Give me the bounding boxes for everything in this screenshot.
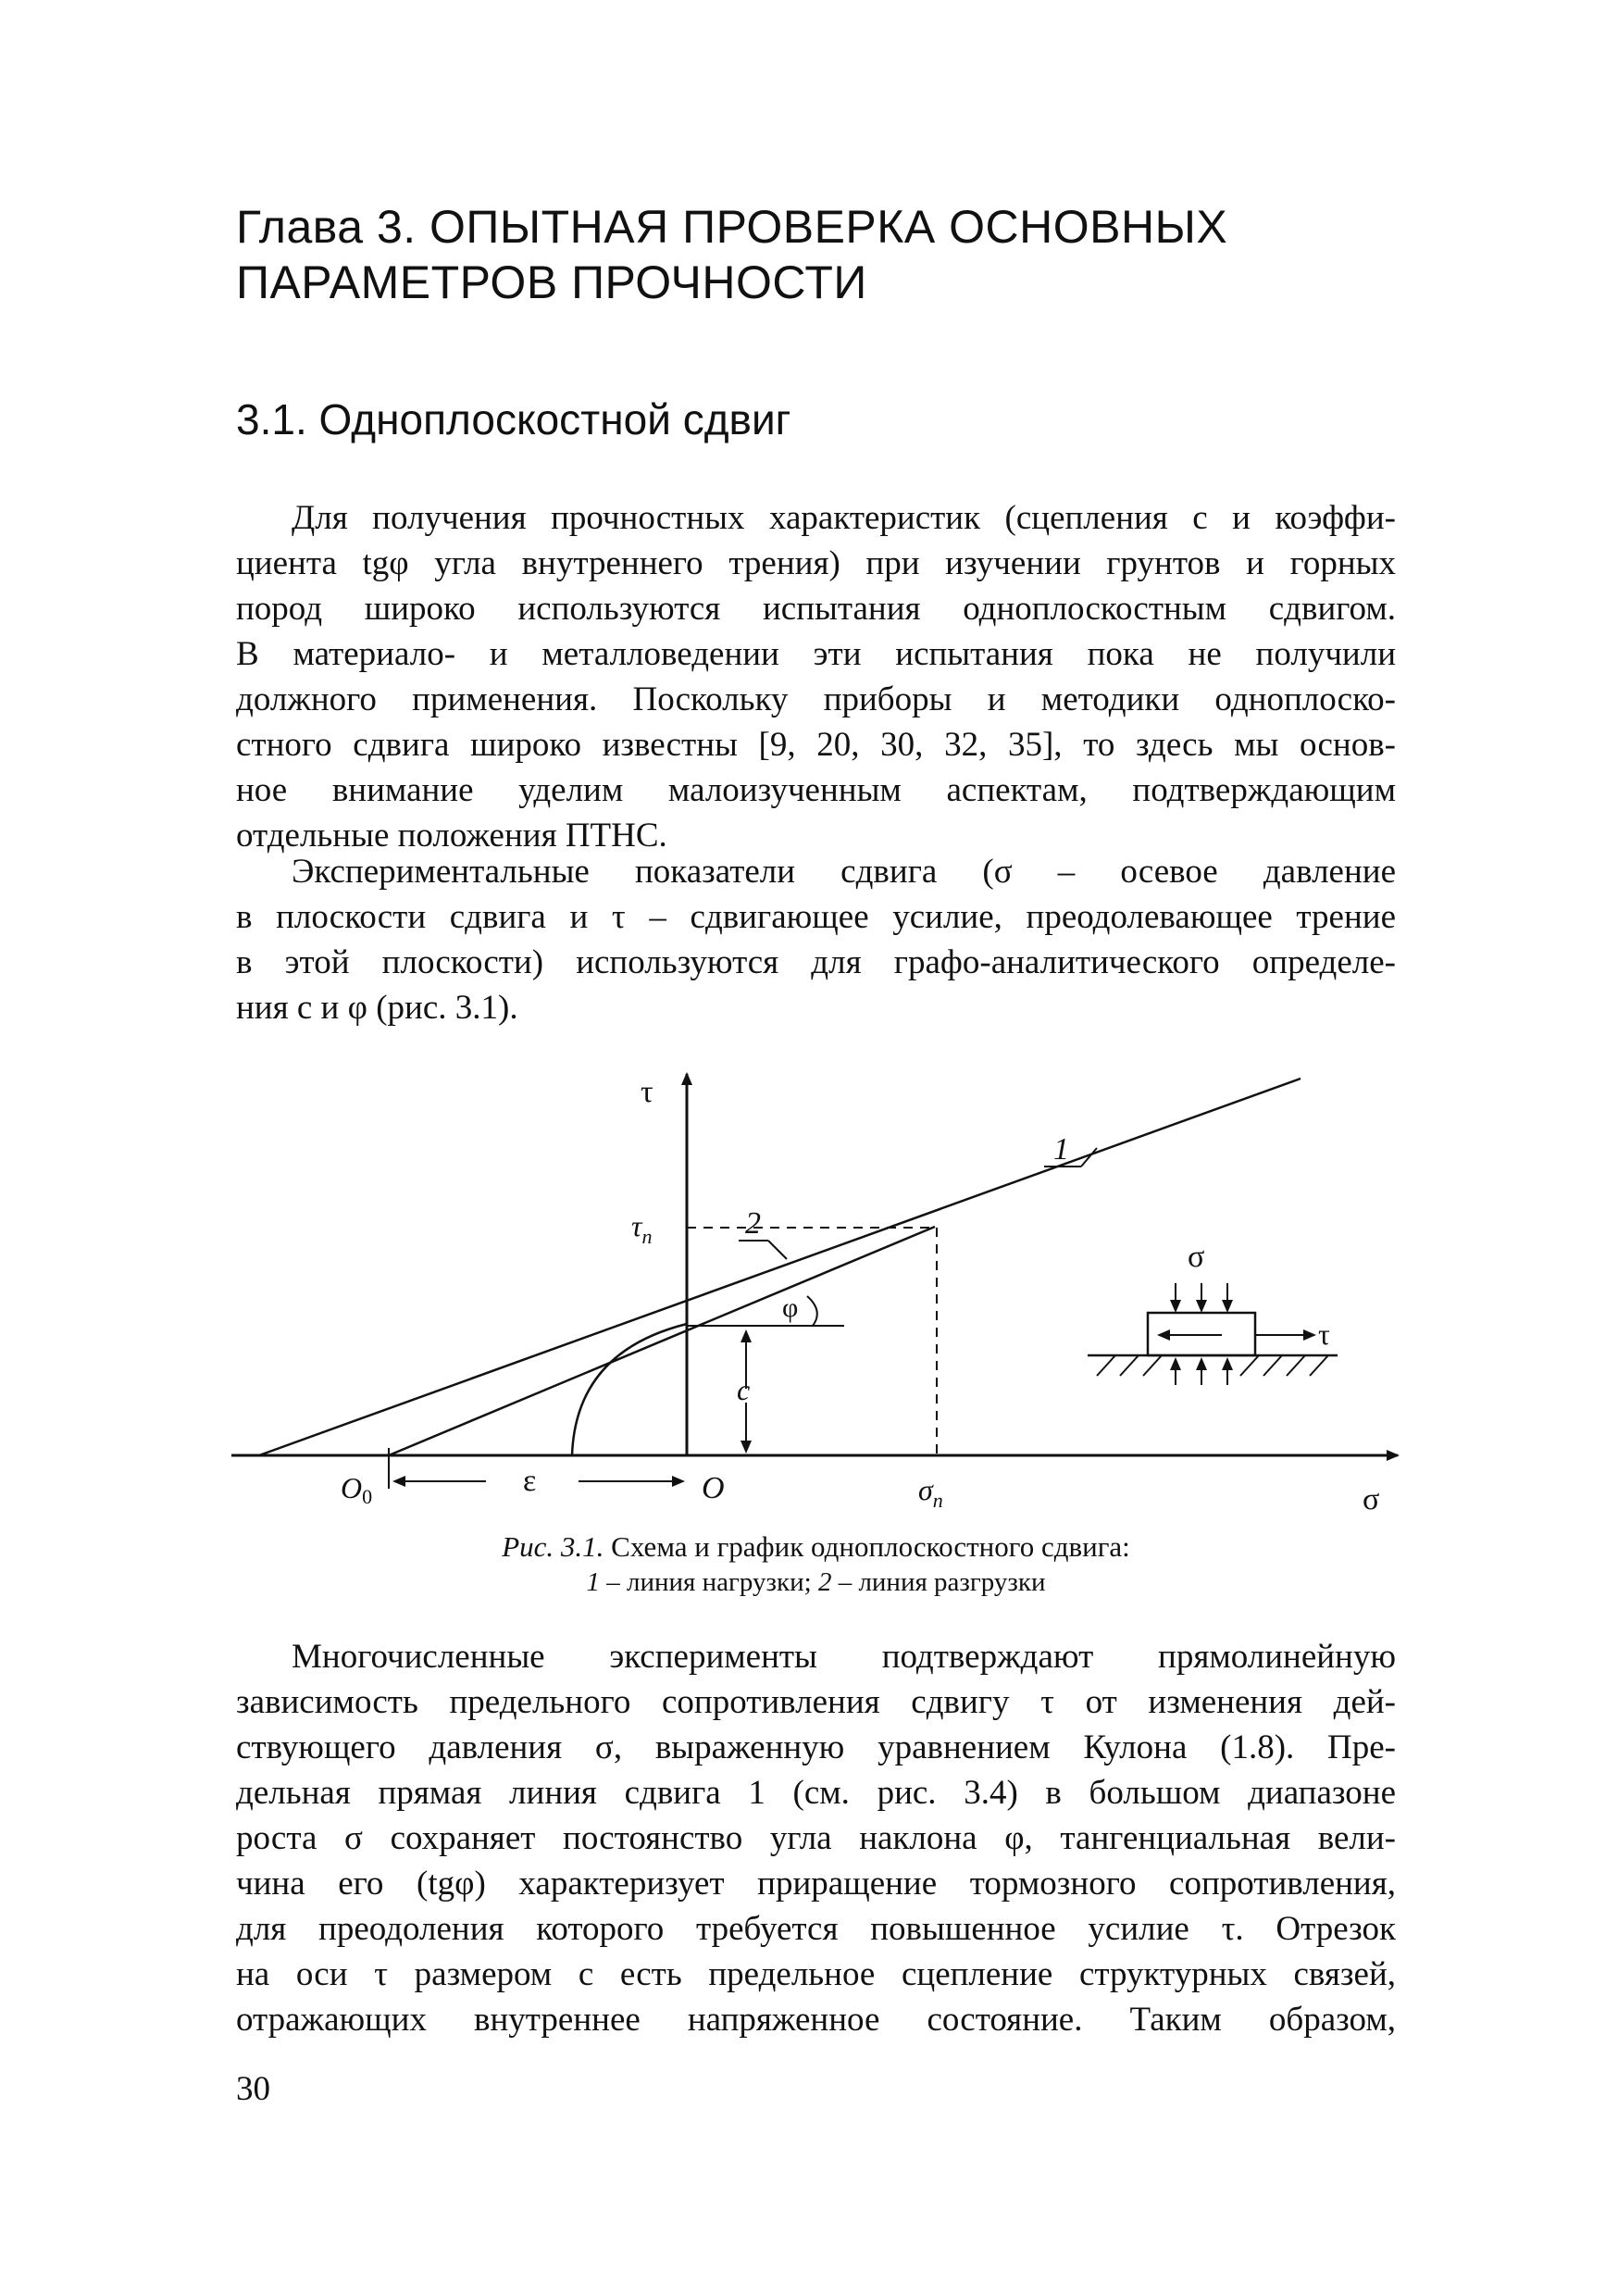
epsilon-label: ε	[523, 1464, 537, 1498]
phi-label: φ	[782, 1292, 799, 1323]
legend-num-2: 2	[817, 1567, 832, 1597]
line1-number: 1	[1053, 1132, 1069, 1167]
text-line: зависимость предельного сопротивления сдвигу τ от изменения дей-	[236, 1683, 1396, 1721]
x-axis-label: σ	[1363, 1482, 1380, 1516]
paragraph-3	[236, 1634, 1396, 2042]
c-label: c	[737, 1373, 751, 1406]
line2-leader-slant	[768, 1241, 787, 1259]
text-line: ствующего давления σ, выраженную уравнением Кулона (1.8). Пре-	[236, 1728, 1396, 1766]
legend-text-1: – линия нагрузки;	[600, 1567, 818, 1597]
text-line: в плоскости сдвига и τ – сдвигающее усилие, преодолевающее трение	[236, 898, 1396, 936]
text-line: Для получения прочностных характеристик (сцепления с и коэффи-	[292, 499, 1396, 537]
text-line: ное внимание уделим малоизученным аспектам, подтверждающим	[236, 771, 1396, 809]
text-line: чина его (tgφ) характеризует приращение тормозного сопротивления,	[236, 1865, 1396, 1903]
text-line: в этой плоскости) используются для графо-аналитического определе-	[236, 943, 1396, 981]
chapter-title-line-2: ПАРАМЕТРОВ ПРОЧНОСТИ	[236, 256, 867, 308]
paragraph-2	[236, 849, 1396, 1030]
figure-caption-title	[236, 1529, 1396, 1565]
text-line: стного сдвига широко известны [9, 20, 30, 32, 35], то здесь мы основ-	[236, 726, 1396, 764]
loading-line-1	[259, 1079, 1301, 1455]
figure-shear-diagram	[231, 1055, 1416, 1528]
unloading-arc	[572, 1324, 687, 1455]
origin0-label: O0	[341, 1471, 373, 1508]
paragraph-1	[236, 495, 1396, 858]
figure-caption-legend	[236, 1565, 1396, 1600]
text-line: должного применения. Поскольку приборы и методики одноплоско-	[236, 680, 1396, 718]
figure-number: Рис. 3.1.	[502, 1530, 604, 1563]
text-line: пород широко используются испытания одноплоскостным сдвигом.	[236, 590, 1396, 628]
scheme-sigma-label: σ	[1188, 1240, 1205, 1274]
unloading-line-2	[389, 1227, 935, 1455]
origin-label: O	[702, 1471, 725, 1505]
figure-caption-text: Схема и график одноплоскостного сдвига:	[604, 1530, 1130, 1563]
text-line: ния с и φ (рис. 3.1).	[236, 989, 518, 1027]
text-line: циента tgφ угла внутреннего трения) при изучении грунтов и горных	[236, 544, 1396, 582]
scheme-tau-label: τ	[1318, 1317, 1330, 1351]
legend-text-2: – линия разгрузки	[831, 1567, 1046, 1597]
shear-diagram-svg	[231, 1055, 1416, 1528]
legend-num-1: 1	[586, 1567, 601, 1597]
sigma-n-label: $\sigma_n$	[918, 1473, 943, 1512]
text-line: отдельные положения ПТНС.	[236, 817, 667, 855]
shear-scheme	[1088, 1240, 1338, 1385]
y-axis-label: τ	[641, 1075, 653, 1109]
text-line: роста σ сохраняет постоянство угла наклона φ, тангенциальная вели-	[236, 1819, 1396, 1857]
text-line: дельная прямая линия сдвига 1 (см. рис. 3.4) в большом диапазоне	[236, 1774, 1396, 1812]
chapter-title	[236, 199, 1439, 310]
text-line: Многочисленные эксперименты подтверждают прямолинейную	[292, 1638, 1396, 1676]
tau-n-label: $\tau_n$	[631, 1209, 653, 1248]
text-line: отражающих внутреннее напряженное состояние. Таким образом,	[236, 2001, 1396, 2039]
text-line: В материало- и металловедении эти испытания пока не получили	[236, 635, 1396, 673]
text-line: для преодоления которого требуется повышенное усилие τ. Отрезок	[236, 1910, 1396, 1948]
section-title: 3.1. Одноплоскостной сдвиг	[236, 395, 791, 443]
phi-angle-arc	[807, 1296, 817, 1326]
line2-number: 2	[745, 1206, 761, 1241]
page-number: 30	[236, 2070, 270, 2108]
chapter-title-line-1: Глава 3. ОПЫТНАЯ ПРОВЕРКА ОСНОВНЫХ	[236, 201, 1228, 253]
text-line: на оси τ размером с есть предельное сцепление структурных связей,	[236, 1955, 1396, 1993]
text-line: Экспериментальные показатели сдвига (σ – осевое давление	[292, 853, 1396, 891]
scheme-ground-hatch	[1097, 1355, 1328, 1376]
